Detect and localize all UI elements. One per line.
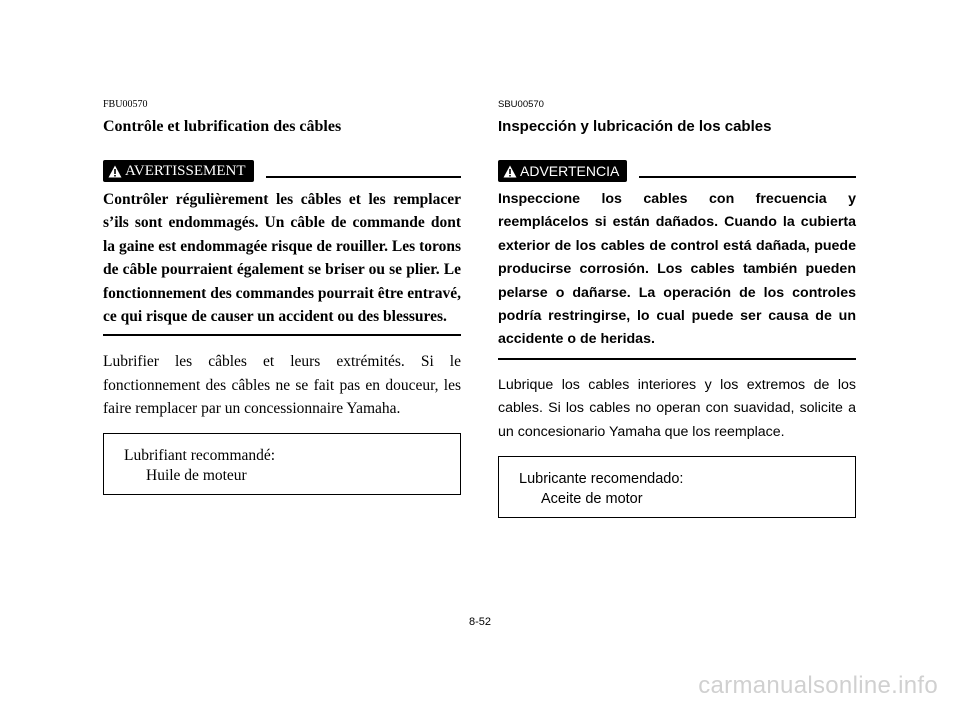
watermark: carmanualsonline.info	[698, 672, 938, 699]
recommended-box	[498, 456, 856, 518]
body-text: Lubrifier les câbles et leurs extrémités. Si le fonctionnement des câbles ne se fait pas en douceur, les faire remplacer par un concessionnaire Yamaha.	[103, 353, 461, 418]
section-heading: Contrôle et lubrification des câbles	[103, 118, 342, 135]
warning-label: AVERTISSEMENT	[125, 163, 246, 179]
warning-rule	[266, 176, 462, 178]
warning-label: ADVERTENCIA	[520, 163, 620, 179]
warning-triangle-icon	[503, 165, 517, 178]
recommended-label: Lubricante recomendado:	[519, 471, 684, 488]
section-heading: Inspección y lubricación de los cables	[498, 118, 772, 135]
section-code: SBU00570	[498, 99, 544, 110]
body-text: Lubrique los cables interiores y los extremos de los cables. Si los cables no operan con suavidad, solicite a un concesionario Yamaha que los reemplace.	[498, 376, 856, 440]
warning-triangle-icon	[108, 165, 122, 178]
warning-badge	[498, 160, 627, 182]
warning-text: Contrôler régulièrement les câbles et les remplacer s’ils sont endommagés. Un câble de commande dont la gaine est endommagée risque de rouiller. Les torons de câble pourraient également se briser ou se plier. Le fonctionnement des commandes pourrait être entravé, ce qui risque de causer un accident ou des blessures.	[103, 188, 461, 336]
warning-text: Inspeccione los cables con frecuencia y reemplácelos si están dañados. Cuando la cubierta exterior de los cables de control está dañada, puede producirse corrosión. Los cables también pueden pelarse o dañarse. La operación de los controles podría restringirse, lo cual puede ser causa de un accidente o de heridas.	[498, 188, 856, 360]
french-column	[103, 98, 461, 495]
page-number: 8-52	[468, 616, 492, 628]
section-code: FBU00570	[103, 99, 148, 110]
warning-badge	[103, 160, 254, 182]
recommended-value: Huile de moteur	[146, 466, 247, 484]
warning-rule	[639, 176, 856, 178]
recommended-label: Lubrifiant recommandé:	[124, 446, 276, 464]
warning-header	[498, 160, 856, 182]
warning-header	[103, 160, 461, 182]
recommended-box	[103, 433, 461, 495]
spanish-column	[498, 98, 856, 518]
recommended-value: Aceite de motor	[541, 491, 643, 508]
